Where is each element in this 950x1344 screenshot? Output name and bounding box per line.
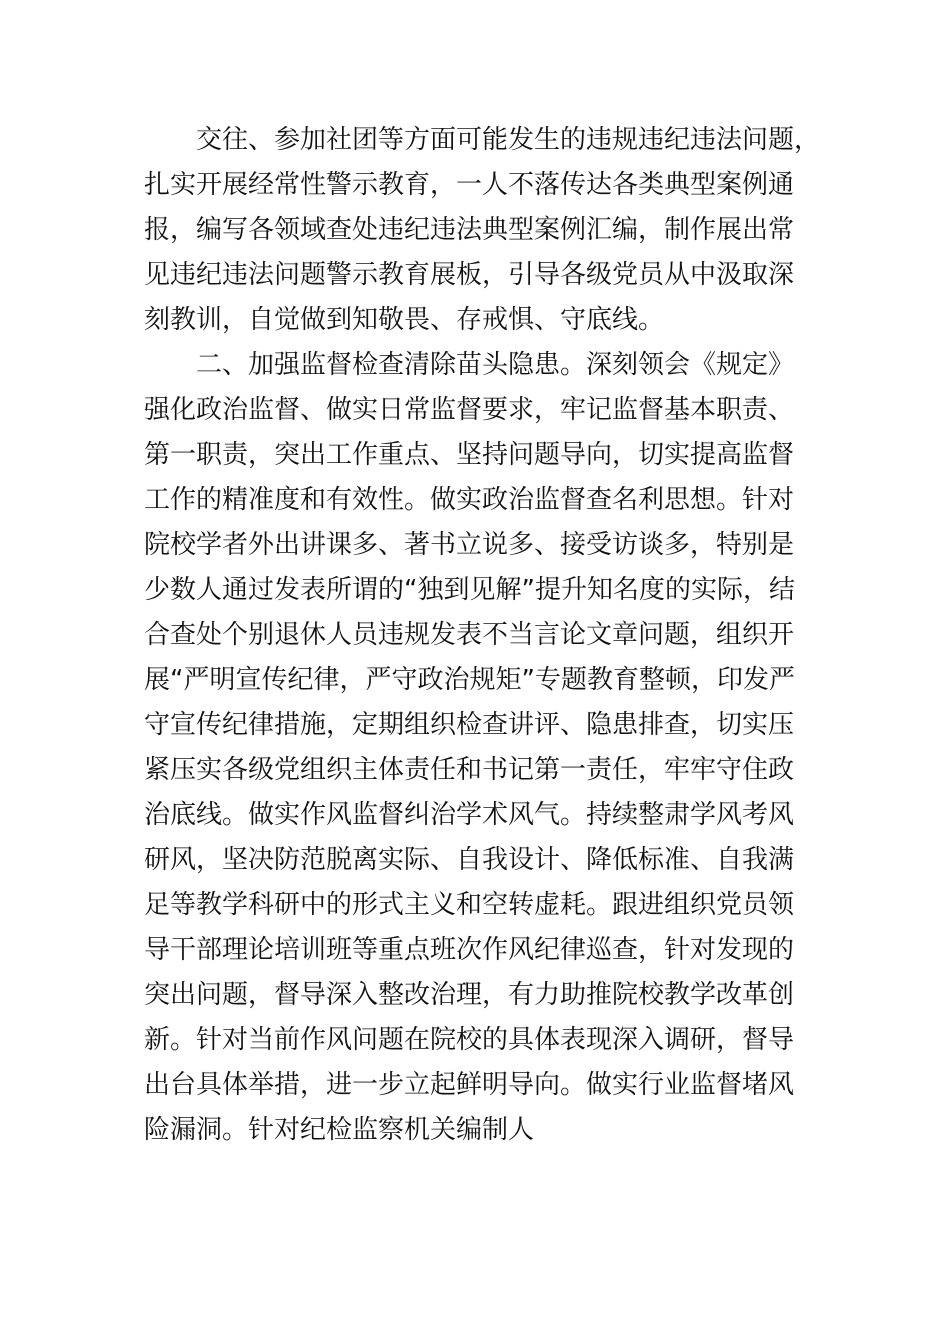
text-line: 扎实开展经常性警示教育，一人不落传达各类典型案例通 [144,170,795,200]
text-line: 突出问题，督导深入整改治理，有力助推院校教学改革创 [144,980,795,1010]
text-line: 出台具体举措，进一步立起鲜明导向。做实行业监督堵风 [144,1070,795,1100]
text-line: 治底线。做实作风监督纠治学术风气。持续整肃学风考风 [144,800,795,830]
text-line: 新。针对当前作风问题在院校的具体表现深入调研，督导 [144,1025,795,1055]
text-line: 交往、参加社团等方面可能发生的违规违纪违法问题， [196,125,821,155]
text-line: 导干部理论培训班等重点班次作风纪律巡查，针对发现的 [144,935,795,965]
paragraph-continued [144,118,834,343]
text-line: 研风，坚决防范脱离实际、自我设计、降低标准、自我满 [144,845,795,875]
text-line: 工作的精准度和有效性。做实政治监督查名利思想。针对 [144,485,795,515]
text-line: 报，编写各领域查处违纪违法典型案例汇编，制作展出常 [144,215,795,245]
document-body [144,118,834,1153]
text-line: 刻教训，自觉做到知敬畏、存戒惧、守底线。 [144,305,665,335]
text-line: 见违纪违法问题警示教育展板，引导各级党员从中汲取深 [144,260,795,290]
text-line: 足等教学科研中的形式主义和空转虚耗。跟进组织党员领 [144,890,795,920]
text-line: 险漏洞。针对纪检监察机关编制人 [144,1115,535,1145]
text-line: 合查处个别退休人员违规发表不当言论文章问题，组织开 [144,620,795,650]
text-line: 守宣传纪律措施，定期组织检查讲评、隐患排查，切实压 [144,710,795,740]
text-line: 院校学者外出讲课多、著书立说多、接受访谈多，特别是 [144,530,795,560]
text-line: 强化政治监督、做实日常监督要求，牢记监督基本职责、 [144,395,795,425]
section-heading-line: 二、加强监督检查清除苗头隐患。深刻领会《规定》 [196,350,795,380]
text-line: 少数人通过发表所谓的“独到见解”提升知名度的实际，结 [144,575,795,605]
text-line: 紧压实各级党组织主体责任和书记第一责任，牢牢守住政 [144,755,795,785]
paragraph-section-two [144,343,834,1153]
text-line: 第一职责，突出工作重点、坚持问题导向，切实提高监督 [144,440,795,470]
text-line: 展“严明宣传纪律，严守政治规矩”专题教育整顿，印发严 [144,665,795,695]
